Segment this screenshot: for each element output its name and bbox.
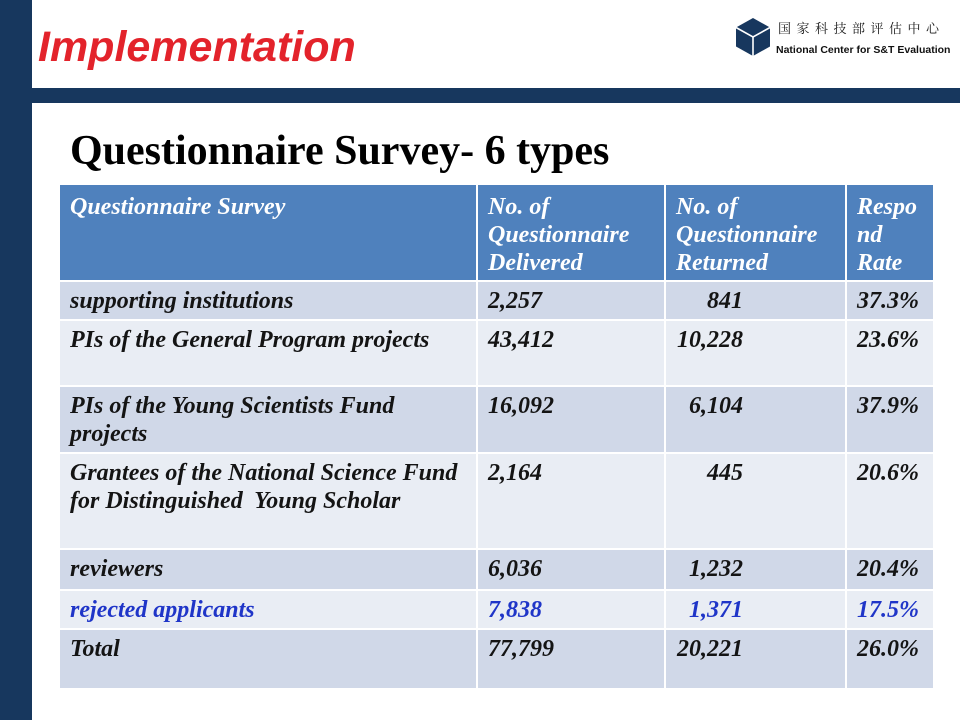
returned-value: 841 <box>707 288 743 314</box>
slide-subtitle: Questionnaire Survey- 6 types <box>70 128 610 174</box>
cell-delivered: 6,036 <box>478 550 664 589</box>
returned-value: 1,232 <box>689 556 743 582</box>
cell-respond-rate: 26.0% <box>847 630 933 688</box>
left-accent-bar <box>0 0 32 720</box>
cell-returned <box>666 321 845 385</box>
header-respond-rate <box>847 185 933 280</box>
cell-respond-rate: 17.5% <box>847 591 933 628</box>
org-name-english: National Center for S&T Evaluation <box>776 44 951 56</box>
header-delivered: No. of Questionnaire Delivered <box>478 185 664 280</box>
slide-title: Implementation <box>38 23 356 71</box>
cell-returned <box>666 387 845 452</box>
cell-survey-group: Total <box>60 630 476 688</box>
cell-survey-group: rejected applicants <box>60 591 476 628</box>
cell-delivered: 43,412 <box>478 321 664 385</box>
cell-survey-group: PIs of the General Program projects <box>60 321 476 385</box>
returned-value: 1,371 <box>689 597 743 623</box>
cell-respond-rate: 37.3% <box>847 282 933 319</box>
returned-value: 20,221 <box>677 636 743 662</box>
cell-returned <box>666 630 845 688</box>
cell-delivered: 2,257 <box>478 282 664 319</box>
cell-delivered: 7,838 <box>478 591 664 628</box>
respond-rate-label: Respond Rate <box>857 194 917 276</box>
cell-respond-rate: 37.9% <box>847 387 933 452</box>
header-returned: No. of Questionnaire Returned <box>666 185 845 280</box>
returned-value: 6,104 <box>689 393 743 419</box>
cell-survey-group: reviewers <box>60 550 476 589</box>
cell-delivered: 16,092 <box>478 387 664 452</box>
cell-survey-group: supporting institutions <box>60 282 476 319</box>
cell-survey-group: PIs of the Young Scientists Fund projects <box>60 387 476 452</box>
cell-returned <box>666 550 845 589</box>
cell-returned <box>666 591 845 628</box>
returned-value: 10,228 <box>677 327 743 353</box>
cell-respond-rate: 20.4% <box>847 550 933 589</box>
cell-survey-group: Grantees of the National Science Fund for Distinguished Young Scholar <box>60 454 476 548</box>
hexagon-cube-icon <box>735 17 771 57</box>
org-name-chinese: 国家科技部评估中心 <box>778 22 945 37</box>
cell-delivered: 77,799 <box>478 630 664 688</box>
cell-respond-rate: 23.6% <box>847 321 933 385</box>
returned-value: 445 <box>707 460 743 486</box>
cell-delivered: 2,164 <box>478 454 664 548</box>
header-band <box>0 88 960 103</box>
header-questionnaire-survey: Questionnaire Survey <box>60 185 476 280</box>
cell-returned <box>666 454 845 548</box>
cell-returned <box>666 282 845 319</box>
cell-respond-rate: 20.6% <box>847 454 933 548</box>
survey-table <box>60 185 933 688</box>
